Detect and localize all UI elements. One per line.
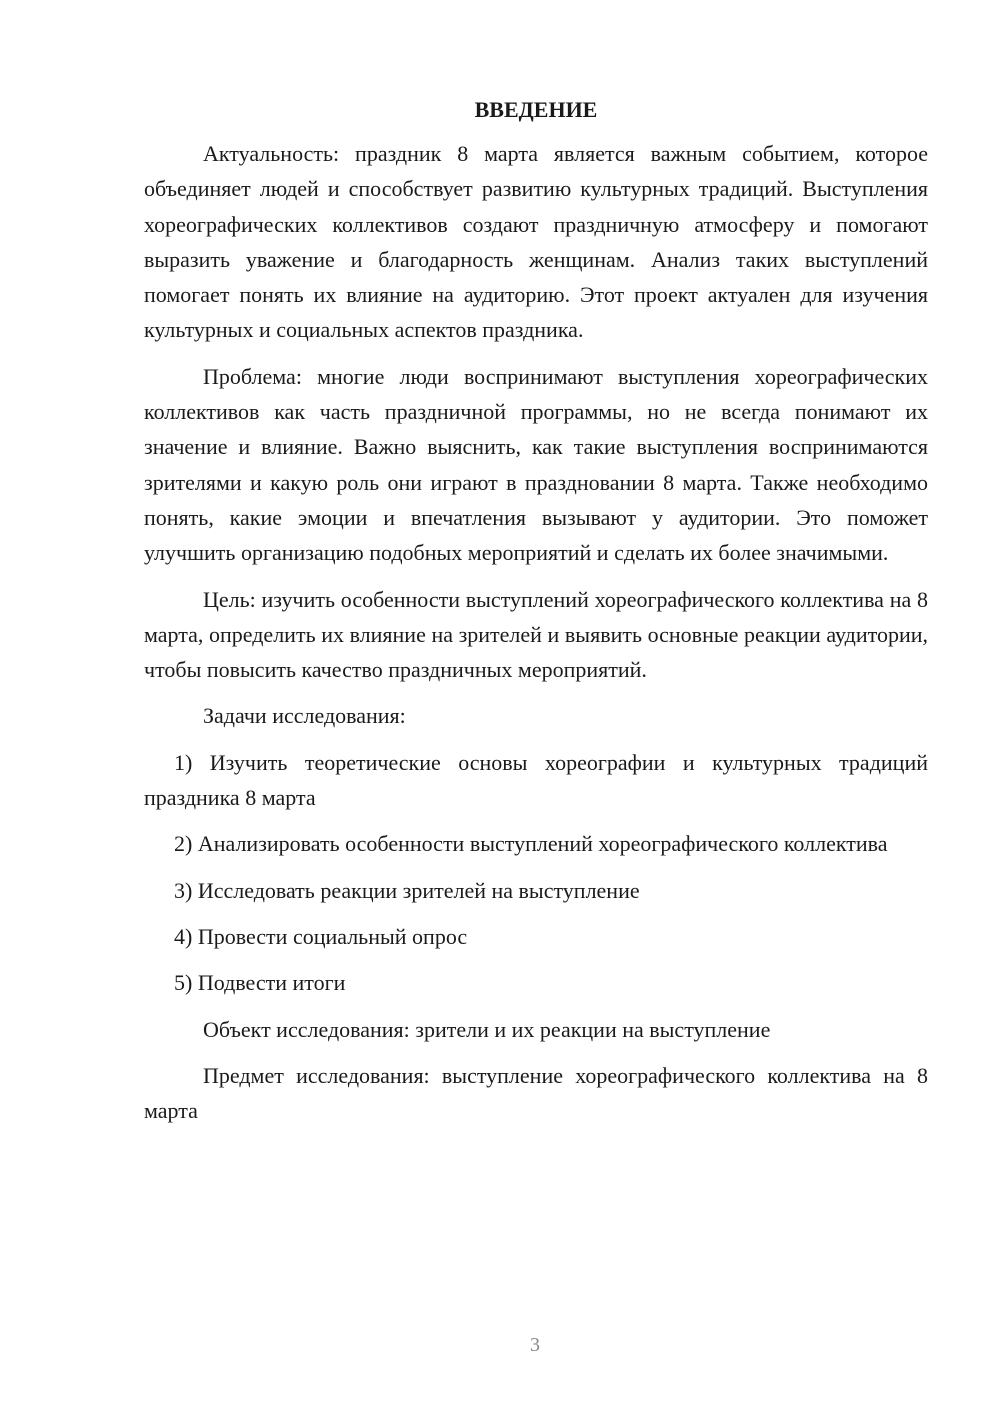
task-item-5: 5) Подвести итоги: [174, 970, 346, 996]
document-page: [144, 94, 928, 1139]
research-subject: Предмет исследования: выступление хореографического коллектива на 8 марта: [144, 1062, 928, 1124]
task-item-2: 2) Анализировать особенности выступлений хореографического коллектива: [174, 831, 888, 857]
task-item-1: 1) Изучить теоретические основы хореографии и культурных традиций праздника 8 марта: [144, 749, 928, 811]
task-item-3: 3) Исследовать реакции зрителей на выступление: [174, 877, 640, 903]
page-number: 3: [530, 1334, 540, 1356]
document-heading: ВВЕДЕНИЕ: [474, 97, 598, 122]
tasks-title: Задачи исследования:: [203, 703, 406, 729]
paragraph-goal: Цель: изучить особенности выступлений хореографического коллектива на 8 марта, определить их влияние на зрителей и выявить основные реакции аудитории, чтобы повысить качество праздничных мероприятий.: [144, 586, 928, 683]
paragraph-problem: Проблема: многие люди воспринимают выступления хореографических коллективов как часть праздничной программы, но не всегда понимают их значение и влияние. Важно выяснить, как такие выступления воспринимаются зрителями и какую роль они играют в праздновании 8 марта. Также необходимо понять, какие эмоции и впечатления вызывают у аудитории. Это поможет улучшить организацию подобных мероприятий и сделать их более значимыми.: [144, 363, 928, 566]
paragraph-relevance: Актуальность: праздник 8 марта является важным событием, которое объединяет людей и способствует развитию культурных традиций. Выступления хореографических коллективов создают праздничную атмосферу и помогают выразить уважение и благодарность женщинам. Анализ таких выступлений помогает понять их влияние на аудиторию. Этот проект актуален для изучения культурных и социальных аспектов праздника.: [144, 141, 928, 343]
task-item-4: 4) Провести социальный опрос: [174, 923, 468, 949]
research-object: Объект исследования: зрители и их реакции на выступление: [203, 1016, 771, 1042]
